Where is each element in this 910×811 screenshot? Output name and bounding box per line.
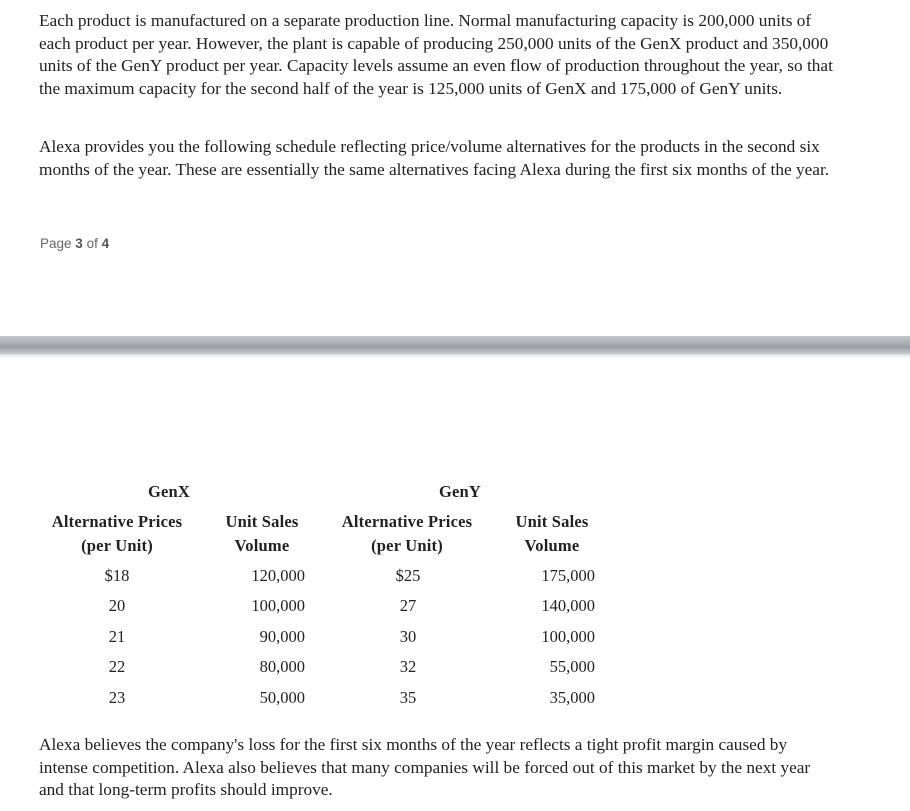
genx-price-cell: 21 bbox=[108, 627, 126, 646]
page-current: 3 bbox=[75, 236, 83, 251]
paragraph-outlook: Alexa believes the company's loss for the first six months of the year reflects a tight profit margin caused by intense competition. Alexa also believes that many companies will be forced out of this market by the next year and that long-term profits should improve. bbox=[39, 735, 811, 799]
genx-price-cell: 23 bbox=[108, 688, 126, 707]
paragraph-capacity: Each product is manufactured on a separate production line. Normal manufacturing capacity is 200,000 units of each product per year. However, the plant is capable of producing 250,000 units of the GenX product and 350,000 units of the GenY product per year. Capacity levels assume an even flow of production throughout the year, so that the maximum capacity for the second half of the year is 125,000 units of GenX and 175,000 of GenY units. bbox=[39, 11, 833, 98]
genx-volume-cell: 50,000 bbox=[259, 688, 305, 707]
geny-volume-subheader: Volume bbox=[524, 536, 580, 555]
genx-price-header: Alternative Prices bbox=[51, 512, 183, 531]
geny-volume-cell: 140,000 bbox=[541, 596, 595, 615]
page-of-label: of bbox=[86, 236, 98, 251]
genx-price-cell: 22 bbox=[108, 657, 126, 676]
geny-volume-cell: 175,000 bbox=[541, 566, 595, 585]
page-total: 4 bbox=[101, 236, 110, 251]
page-break-divider bbox=[0, 336, 910, 354]
geny-price-subheader: (per Unit) bbox=[371, 536, 443, 555]
geny-price-cell: 32 bbox=[399, 657, 417, 676]
genx-volume-cell: 80,000 bbox=[259, 657, 305, 676]
geny-volume-cell: 35,000 bbox=[549, 688, 595, 707]
genx-volume-subheader: Volume bbox=[234, 536, 290, 555]
geny-volume-cell: 55,000 bbox=[549, 657, 595, 676]
genx-volume-cell: 90,000 bbox=[259, 627, 305, 646]
geny-group-header: GenY bbox=[439, 482, 482, 501]
genx-volume-cell: 120,000 bbox=[251, 566, 305, 585]
geny-price-cell: 27 bbox=[399, 596, 417, 615]
paragraph-schedule-intro: Alexa provides you the following schedule reflecting price/volume alternatives for the products in the second six months of the year. These are essentially the same alternatives facing Alexa during the first six months of the year. bbox=[39, 137, 830, 179]
geny-price-cell: $25 bbox=[395, 566, 421, 585]
geny-price-cell: 30 bbox=[399, 627, 417, 646]
page-indicator bbox=[40, 236, 109, 251]
genx-volume-cell: 100,000 bbox=[251, 596, 305, 615]
genx-price-cell: $18 bbox=[104, 566, 130, 585]
genx-price-cell: 20 bbox=[108, 596, 126, 615]
page-label: Page bbox=[40, 236, 72, 251]
geny-volume-header: Unit Sales bbox=[515, 512, 589, 531]
geny-volume-cell: 100,000 bbox=[541, 627, 595, 646]
genx-price-subheader: (per Unit) bbox=[81, 536, 153, 555]
geny-price-header: Alternative Prices bbox=[341, 512, 473, 531]
genx-volume-header: Unit Sales bbox=[225, 512, 299, 531]
geny-price-cell: 35 bbox=[399, 688, 417, 707]
genx-group-header: GenX bbox=[148, 482, 191, 501]
